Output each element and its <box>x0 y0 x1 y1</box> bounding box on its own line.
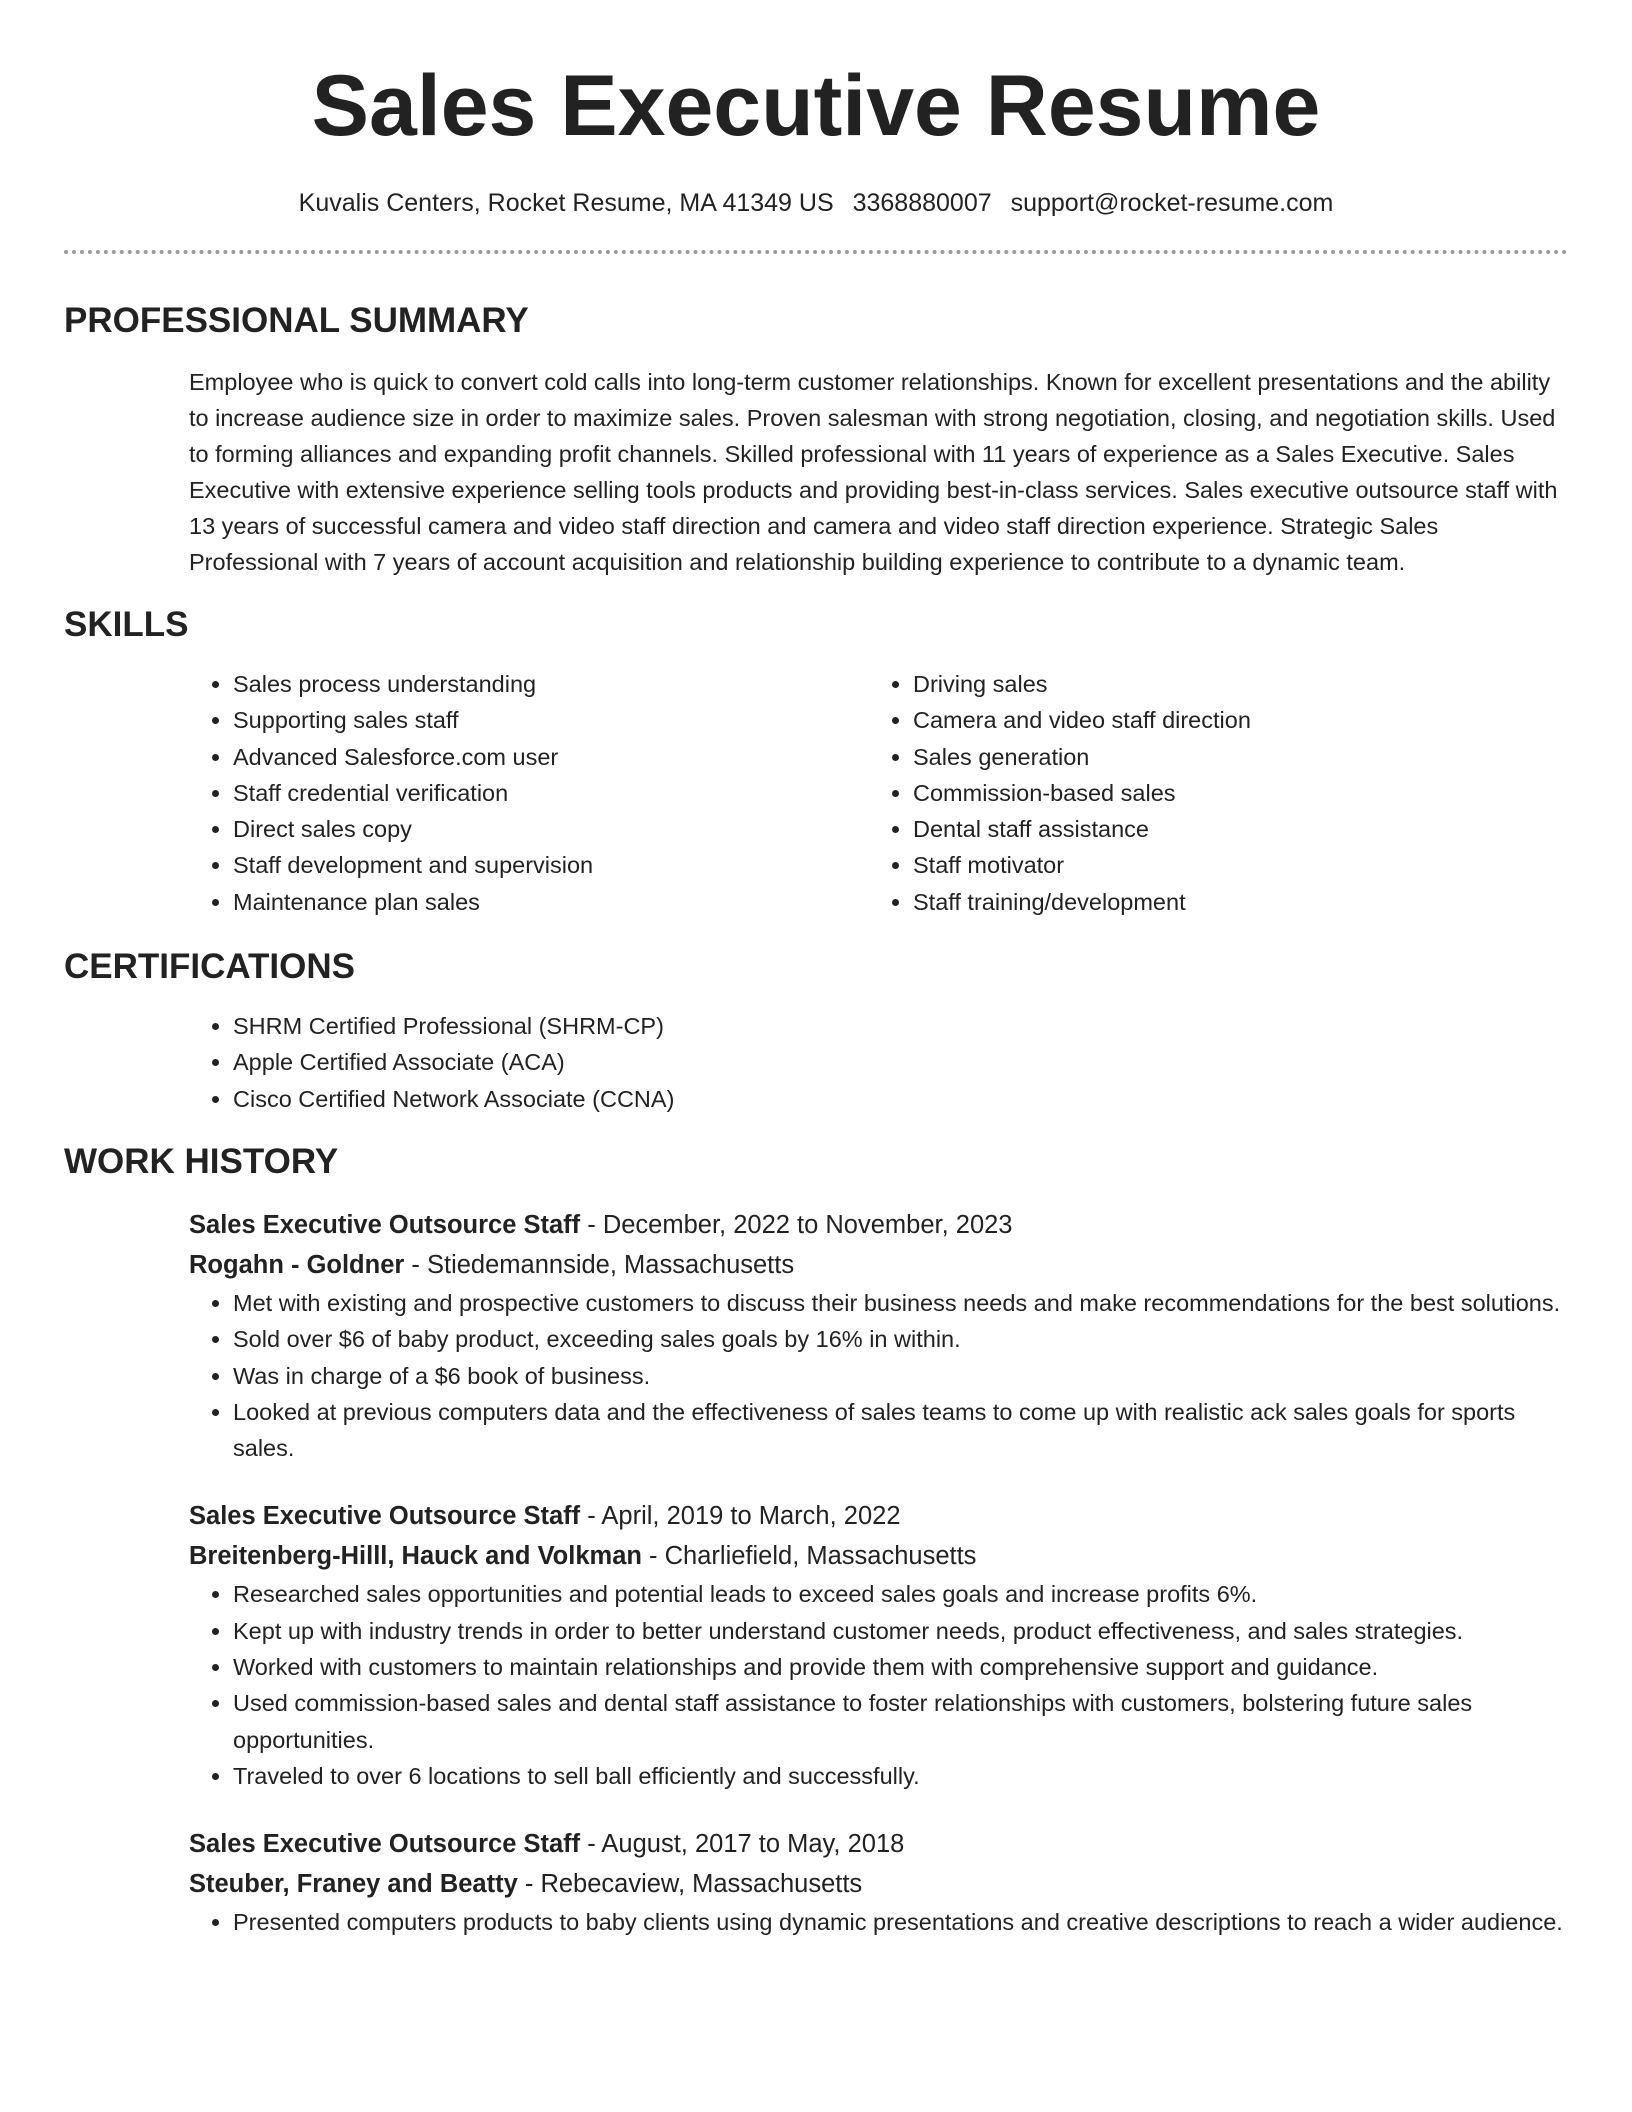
job-entry <box>189 1824 1568 1940</box>
skills-column-left <box>189 666 869 920</box>
skills-list-left <box>189 666 869 920</box>
skills-column-right <box>869 666 1549 920</box>
contact-info <box>64 188 1568 218</box>
skill-item: • Driving sales <box>913 666 1549 702</box>
skill-item: • Staff motivator <box>913 847 1549 883</box>
certifications-heading: CERTIFICATIONS <box>64 947 356 987</box>
job-company-line <box>189 1864 1568 1904</box>
contact-phone: 3368880007 <box>852 189 992 217</box>
job-bullet: • Kept up with industry trends in order to better understand customer needs, product effectiveness, and sales strategies. <box>233 1613 1568 1649</box>
job-bullet: • Presented computers products to baby clients using dynamic presentations and creative descriptions to reach a wider audience. <box>233 1904 1568 1940</box>
skills-heading: SKILLS <box>64 605 189 644</box>
job-bullet: • Worked with customers to maintain relationships and provide them with comprehensive support and guidance. <box>233 1649 1568 1685</box>
work-history-section <box>64 1141 1568 1941</box>
certifications-section <box>64 946 1568 1117</box>
job-bullet: • Sold over $6 of baby product, exceeding sales goals by 16% in within. <box>233 1321 1568 1357</box>
skill-item: • Advanced Salesforce.com user <box>233 739 869 775</box>
certifications-list-wrap <box>189 1008 1568 1117</box>
contact-email: support@rocket-resume.com <box>1010 189 1334 217</box>
job-entry <box>189 1205 1568 1466</box>
job-bullet: • Was in charge of a $6 book of business. <box>233 1358 1568 1394</box>
skills-grid <box>189 666 1568 920</box>
skill-item: • Supporting sales staff <box>233 702 869 738</box>
job-entry <box>189 1496 1568 1794</box>
skill-item: • Staff credential verification <box>233 775 869 811</box>
job-dates: - August, 2017 to May, 2018 <box>580 1830 905 1859</box>
job-bullets <box>189 1576 1568 1794</box>
certification-item: • Apple Certified Associate (ACA) <box>233 1044 1568 1080</box>
skills-list-right <box>869 666 1549 920</box>
job-title-line <box>189 1205 1568 1245</box>
skill-item: • Direct sales copy <box>233 811 869 847</box>
skill-item: • Staff development and supervision <box>233 847 869 883</box>
skill-item: • Dental staff assistance <box>913 811 1549 847</box>
job-title: Sales Executive Outsource Staff <box>189 1502 581 1531</box>
job-title-line <box>189 1496 1568 1536</box>
job-location: - Stiedemannside, Massachusetts <box>404 1250 795 1279</box>
job-company: Steuber, Franey and Beatty <box>189 1870 518 1899</box>
resume-title: Sales Executive Resume <box>311 58 1321 154</box>
summary-heading: PROFESSIONAL SUMMARY <box>64 301 529 340</box>
job-title-line <box>189 1824 1568 1864</box>
job-bullets <box>189 1904 1568 1940</box>
job-location: - Rebecaview, Massachusetts <box>517 1870 863 1899</box>
job-bullet: • Used commission-based sales and dental staff assistance to foster relationships with customers, bolstering future sales opportunities. <box>233 1685 1568 1758</box>
job-company: Breitenberg-Hilll, Hauck and Volkman <box>189 1542 642 1571</box>
job-bullet: • Traveled to over 6 locations to sell ball efficiently and successfully. <box>233 1758 1568 1794</box>
job-location: - Charliefield, Massachusetts <box>641 1542 977 1571</box>
contact-address: Kuvalis Centers, Rocket Resume, MA 41349 US <box>298 189 834 217</box>
job-bullet: • Looked at previous computers data and the effectiveness of sales teams to come up with realistic ack sales goals for sports sales. <box>233 1394 1568 1467</box>
certifications-list <box>189 1008 1568 1117</box>
summary-text: Employee who is quick to convert cold calls into long-term customer relationships. Known for excellent presentations and the ability to increase audience size in order to maximize sales. Proven salesman with strong negotiation, closing, and negotiation skills. Used to forming alliances and expanding profit channels. Skilled professional with 11 years of experience as a Sales Executive. Sales Executive with extensive experience selling tools products and providing best-in-class services. Sales executive outsource staff with 13 years of successful camera and video staff direction and camera and video staff direction experience. Strategic Sales Professional with 7 years of account acquisition and relationship building experience to contribute to a dynamic team. <box>189 369 1558 575</box>
job-dates: - December, 2022 to November, 2023 <box>580 1210 1013 1239</box>
job-company-line <box>189 1536 1568 1576</box>
job-bullet: • Researched sales opportunities and potential leads to exceed sales goals and increase profits 6%. <box>233 1576 1568 1612</box>
header-divider <box>64 250 1568 254</box>
certification-item: • SHRM Certified Professional (SHRM-CP) <box>233 1008 1568 1044</box>
skills-section <box>64 604 1568 920</box>
skill-item: • Sales process understanding <box>233 666 869 702</box>
job-bullets <box>189 1285 1568 1466</box>
job-bullet: • Met with existing and prospective customers to discuss their business needs and make recommendations for the best solutions. <box>233 1285 1568 1321</box>
skill-item: • Maintenance plan sales <box>233 884 869 920</box>
job-company-line <box>189 1245 1568 1285</box>
job-title: Sales Executive Outsource Staff <box>189 1830 581 1859</box>
job-dates: - April, 2019 to March, 2022 <box>580 1502 901 1531</box>
job-company: Rogahn - Goldner <box>189 1250 405 1279</box>
summary-section <box>64 300 1568 580</box>
skill-item: • Camera and video staff direction <box>913 702 1549 738</box>
work-history-heading: WORK HISTORY <box>64 1141 339 1181</box>
skill-item: • Sales generation <box>913 739 1549 775</box>
skill-item: • Staff training/development <box>913 884 1549 920</box>
skill-item: • Commission-based sales <box>913 775 1549 811</box>
certification-item: • Cisco Certified Network Associate (CCNA) <box>233 1081 1568 1117</box>
job-title: Sales Executive Outsource Staff <box>189 1210 581 1239</box>
